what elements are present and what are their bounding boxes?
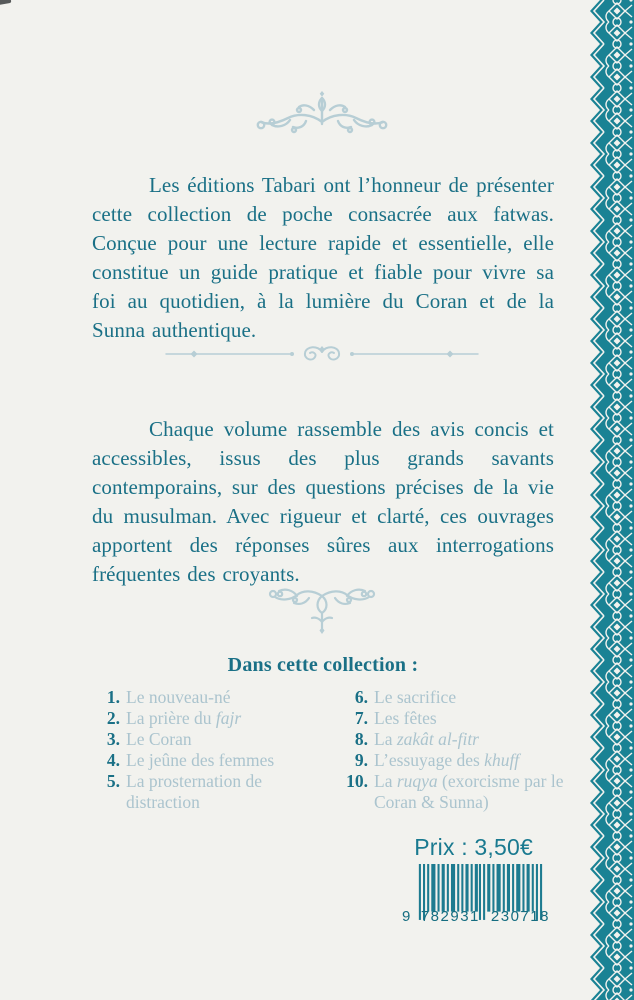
body-paragraph: Chaque volume rassemble des avis concis et accessibles, issus des plus grands savants contemporains, sur des questions précises de la vie du musulman. Avec rigueur et clarté, ces ouvrages apportent des réponses sûres aux interrogations fréquentes des croyants.: [92, 417, 554, 586]
list-item: [344, 708, 564, 729]
collection-list-left-column: [96, 687, 308, 813]
list-item-number: 7.: [354, 708, 368, 728]
label-text: La prière du: [126, 708, 216, 728]
label-text: Les fêtes: [374, 708, 437, 728]
label-text: La: [374, 771, 397, 791]
list-item: [344, 729, 564, 750]
list-item-number: 9.: [354, 750, 368, 770]
list-item-label: [126, 729, 308, 750]
intro-paragraph: Les éditions Tabari ont l’honneur de présenter cette collection de poche consacrée aux fatwas. Conçue pour une lecture rapide et essentielle, elle constitue un guide pratique et fiable pour vivre sa foi au quotidien, à la lumière du Coran et de la Sunna authentique.: [92, 173, 554, 342]
label-text: Le Coran: [126, 729, 192, 749]
barcode: [402, 864, 550, 940]
label-text: Le jeûne des femmes: [126, 750, 275, 770]
label-italic: zakât al-fitr: [396, 729, 479, 749]
list-item-label: [374, 750, 564, 771]
price-label: Prix : 3,50€: [414, 834, 533, 860]
list-item: [96, 750, 308, 771]
label-text: L’essuyage des: [374, 750, 485, 770]
label-italic: khuff: [484, 750, 520, 770]
list-item: [344, 687, 564, 708]
divider-ornament: [164, 341, 480, 367]
list-item: [96, 687, 308, 708]
list-item-label: [126, 687, 308, 708]
list-item-label: [126, 750, 308, 771]
top-flourish-ornament: [252, 90, 392, 144]
list-item-number: 8.: [354, 729, 368, 749]
barcode-digit-group: 230718: [490, 908, 550, 925]
list-item-label: [374, 687, 564, 708]
list-item-number: 10.: [346, 771, 368, 791]
barcode-digit-group: 782931: [420, 908, 480, 925]
list-item-number: 2.: [106, 708, 120, 728]
label-italic: fajr: [215, 708, 242, 728]
list-item-number: 3.: [106, 729, 120, 749]
label-text: Le sacrifice: [374, 687, 457, 707]
list-item: [96, 708, 308, 729]
list-item-number: 1.: [106, 687, 120, 707]
barcode-digits: [402, 908, 550, 925]
list-item-number: 5.: [106, 771, 120, 791]
list-item: [96, 729, 308, 750]
list-item-label: [374, 729, 564, 750]
barcode-digit-group: 9: [402, 908, 412, 925]
collection-heading: Dans cette collection :: [227, 654, 419, 676]
list-item-label: [374, 708, 564, 729]
collection-list: [96, 687, 564, 813]
list-item: [344, 771, 564, 813]
label-text: (exorcisme par le Coran & Sunna): [374, 771, 564, 812]
label-text: La: [374, 729, 397, 749]
label-text: Le nouveau-né: [126, 687, 231, 707]
list-item: [96, 771, 308, 813]
label-italic: ruqya: [396, 771, 438, 791]
list-item-label: [126, 708, 308, 729]
list-item-number: 6.: [354, 687, 368, 707]
list-item-label: [374, 771, 564, 813]
list-item: [344, 750, 564, 771]
collection-list-right-column: [344, 687, 564, 813]
list-item-label: [126, 771, 308, 813]
list-item-number: 4.: [106, 750, 120, 770]
print-speck: [0, 0, 11, 5]
label-text: La prosternation de distraction: [126, 771, 263, 812]
bottom-flourish-ornament: [257, 582, 387, 638]
arabesque-border-pattern: [588, 0, 634, 1000]
